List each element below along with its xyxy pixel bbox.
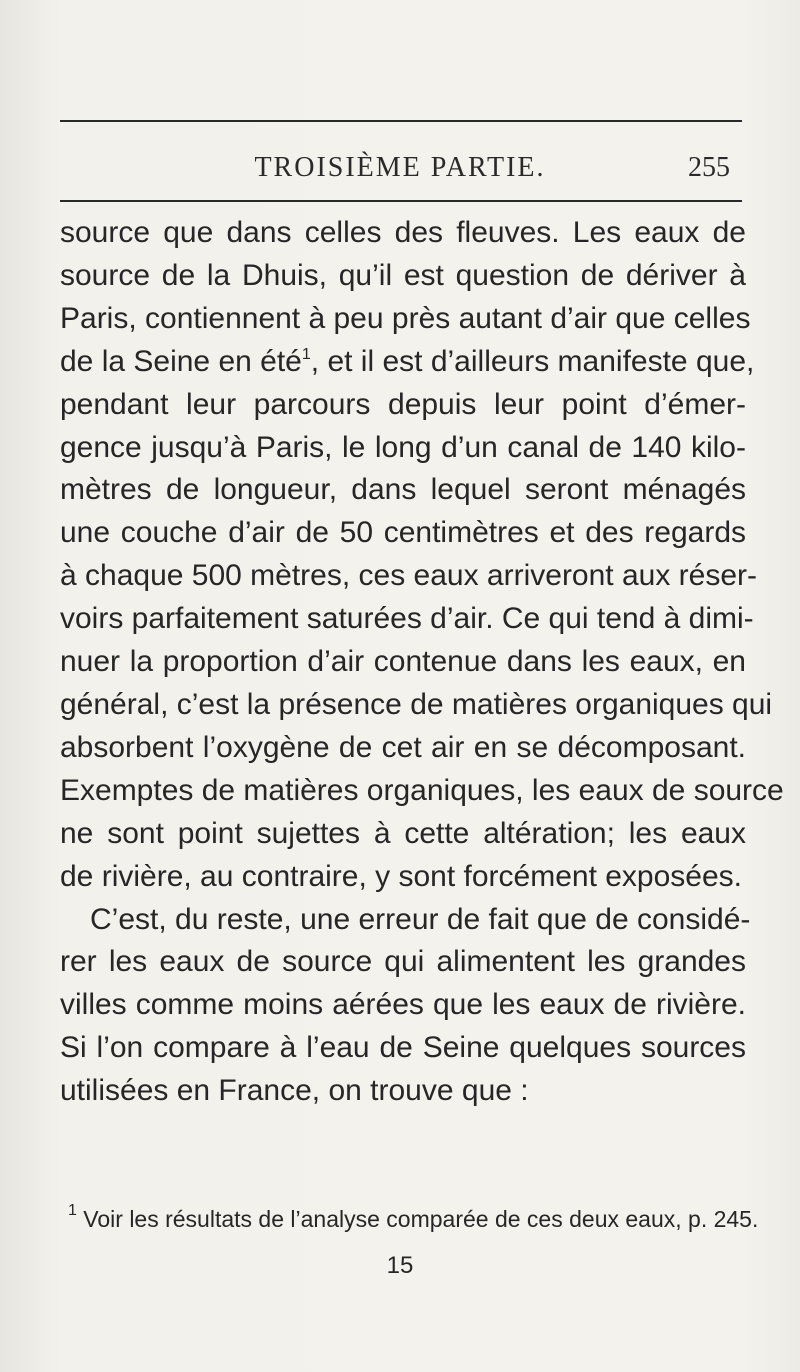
text-line: utilisées en France, on trouve que :	[60, 1074, 529, 1108]
text-line: mètres de longueur, dans lequel seront ménagés	[60, 473, 746, 507]
text-line: une couche d’air de 50 centimètres et des regards	[60, 516, 746, 550]
text-line: villes comme moins aérées que les eaux de rivière.	[60, 988, 746, 1022]
text-line: absorbent l’oxygène de cet air en se décomposant.	[60, 730, 746, 764]
text-line: voirs parfaitement saturées d’air. Ce qui tend à dimi-	[60, 602, 754, 636]
text-line: source de la Dhuis, qu’il est question de dériver à	[60, 258, 746, 292]
text-line: rer les eaux de source qui alimentent les grandes	[60, 945, 746, 979]
signature-mark: 15	[386, 1252, 414, 1279]
running-head: TROISIÈME PARTIE.	[254, 152, 546, 183]
text-fragment: , et il est d’ailleurs manifeste que,	[310, 344, 755, 378]
text-fragment: de la Seine en été	[60, 344, 302, 378]
footnote-marker: 1	[68, 1202, 77, 1219]
text-line: général, c’est la présence de matières organiques qui	[60, 687, 773, 721]
text-line: gence jusqu’à Paris, le long d’un canal de 140 kilo-	[60, 430, 746, 464]
text-line: nuer la proportion d’air contenue dans les eaux, en	[60, 645, 746, 679]
header-rule-top	[60, 120, 742, 122]
header-rule-bottom	[60, 200, 742, 202]
text-line: Si l’on compare à l’eau de Seine quelques sources	[60, 1031, 746, 1065]
text-line: pendant leur parcours depuis leur point d’émer-	[60, 387, 746, 421]
footnote-reference: 1	[301, 345, 311, 363]
text-line: Exemptes de matières organiques, les eaux de source	[60, 773, 784, 807]
text-line: Paris, contiennent à peu près autant d’air que celles	[60, 301, 751, 335]
text-line: C’est, du reste, une erreur de fait que de considé-	[90, 902, 751, 936]
text-line	[60, 341, 755, 384]
body-text	[60, 212, 784, 1113]
text-line: de rivière, au contraire, y sont forcément exposées.	[60, 859, 743, 893]
footnote	[68, 1202, 759, 1233]
page-number: 255	[688, 152, 730, 183]
text-line: à chaque 500 mètres, ces eaux arriveront aux réser-	[60, 559, 758, 593]
text-line: source que dans celles des fleuves. Les eaux de	[60, 216, 746, 249]
footnote-text: Voir les résultats de l’analyse comparée de ces deux eaux, p. 245.	[83, 1206, 759, 1232]
text-line: ne sont point sujettes à cette altération; les eaux	[60, 816, 746, 850]
